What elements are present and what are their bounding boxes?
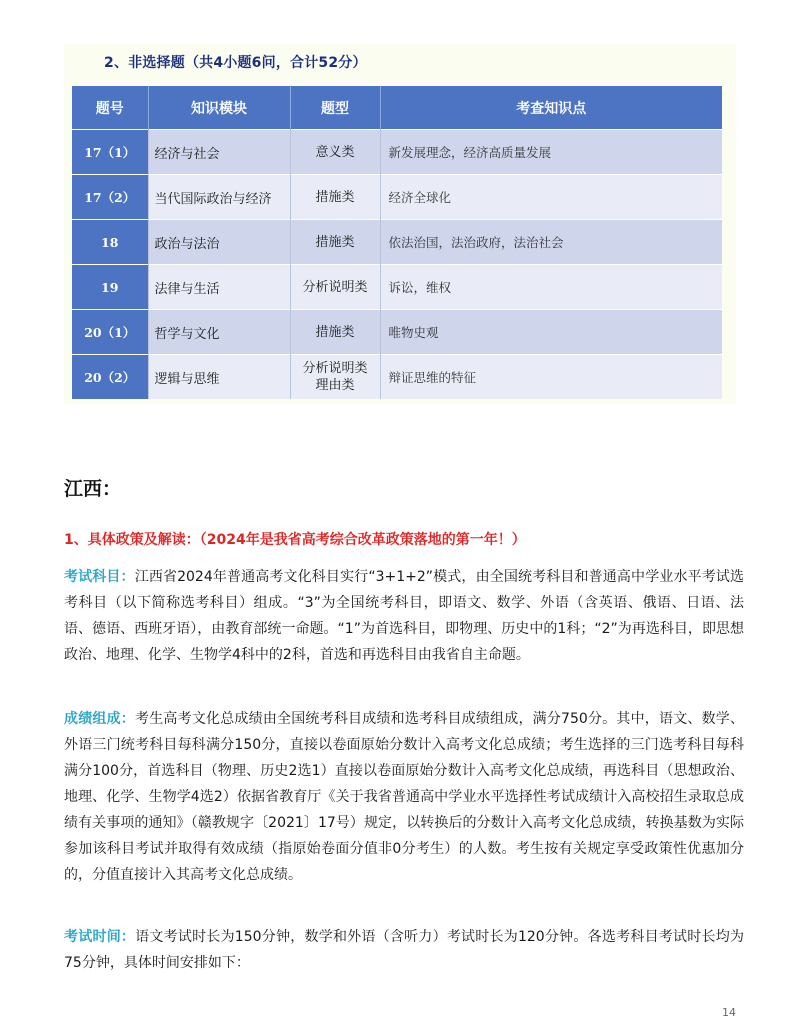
cell-type [290, 355, 380, 400]
paragraph-label: 考试科目： [64, 569, 135, 585]
cell-module: 法律与生活 [148, 265, 290, 310]
header-num: 题号 [72, 86, 148, 130]
cell-module: 当代国际政治与经济 [148, 175, 290, 220]
table-row [72, 355, 722, 400]
table-row [72, 265, 722, 310]
table-row [72, 175, 722, 220]
cell-type [290, 310, 380, 355]
header-module: 知识模块 [148, 86, 290, 130]
cell-points: 新发展理念，经济高质量发展 [380, 130, 722, 175]
cell-type [290, 265, 380, 310]
cell-points: 唯物史观 [380, 310, 722, 355]
paragraph-text: 语文考试时长为150分钟，数学和外语（含听力）考试时长为120分钟。各选考科目考试时长均为75分钟，具体时间安排如下： [64, 929, 744, 971]
table-header-row [72, 86, 722, 130]
policy-heading: 1、具体政策及解读：（2024年是我省高考综合改革政策落地的第一年！） [64, 532, 526, 548]
table-row [72, 220, 722, 265]
cell-type [290, 130, 380, 175]
region-title: 江西： [64, 478, 122, 500]
cell-type [290, 220, 380, 265]
type-label: 措施类 [315, 324, 355, 340]
paragraph-label: 成绩组成： [64, 711, 136, 727]
cell-num: 17（2） [72, 175, 148, 220]
paragraph-text: 江西省2024年普通高考文化科目实行“3+1+2”模式，由全国统考科目和普通高中学业水平考试选考科目（以下简称选考科目）组成。“3”为全国统考科目，即语文、数学、外语（含英语、俄语、日语、法语、德语、西班牙语），由教育部统一命题。“1”为首选科目，即物理、历史中的1科；“2”为再选科目，即思想政治、地理、化学、生物学4科中的2科，首选和再选科目由我省自主命题。 [64, 569, 744, 663]
cell-module: 逻辑与思维 [148, 355, 290, 400]
section-title: 2、非选择题（共4小题6问，合计52分） [104, 55, 367, 71]
paragraph-subjects [64, 564, 744, 668]
type-label: 分析说明类 [302, 279, 368, 295]
type-label: 措施类 [315, 189, 355, 205]
paragraph-label: 考试时间： [64, 929, 136, 945]
table-row [72, 130, 722, 175]
cell-type [290, 175, 380, 220]
cell-num: 20（2） [72, 355, 148, 400]
type-label: 措施类 [315, 234, 355, 250]
table-row [72, 310, 722, 355]
page-number: 14 [722, 1006, 736, 1019]
type-label: 意义类 [315, 144, 355, 160]
type-label: 分析说明类 [302, 361, 368, 376]
cell-num: 17（1） [72, 130, 148, 175]
header-type: 题型 [290, 86, 380, 130]
cell-num: 20（1） [72, 310, 148, 355]
cell-points: 经济全球化 [380, 175, 722, 220]
cell-module: 经济与社会 [148, 130, 290, 175]
cell-module: 政治与法治 [148, 220, 290, 265]
cell-points: 诉讼，维权 [380, 265, 722, 310]
cell-num: 18 [72, 220, 148, 265]
type-label: 理由类 [315, 378, 355, 393]
header-points: 考查知识点 [380, 86, 722, 130]
knowledge-table [72, 86, 722, 399]
paragraph-text: 考生高考文化总成绩由全国统考科目成绩和选考科目成绩组成，满分750分。其中，语文、数学、外语三门统考科目每科满分150分，直接以卷面原始分数计入高考文化总成绩；考生选择的三门选考科目每科满分100分，首选科目（物理、历史2选1）直接以卷面原始分数计入高考文化总成绩，再选科目（思想政治、地理、化学、生物学4选2）依据省教育厅《关于我省普通高中学业水平选择性考试成绩计入高校招生录取总成绩有关事项的通知》（赣教规字〔2021〕17号）规定，以转换后的分数计入高考文化总成绩，转换基数为实际参加该科目考试并取得有效成绩（指原始卷面分值非0分考生）的人数。考生按有关规定享受政策性优惠加分的，分值直接计入其高考文化总成绩。 [64, 711, 744, 883]
paragraph-exam-time [64, 924, 744, 976]
cell-points: 依法治国，法治政府，法治社会 [380, 220, 722, 265]
paragraph-scores [64, 706, 744, 888]
cell-num: 19 [72, 265, 148, 310]
cell-module: 哲学与文化 [148, 310, 290, 355]
cell-points: 辩证思维的特征 [380, 355, 722, 400]
